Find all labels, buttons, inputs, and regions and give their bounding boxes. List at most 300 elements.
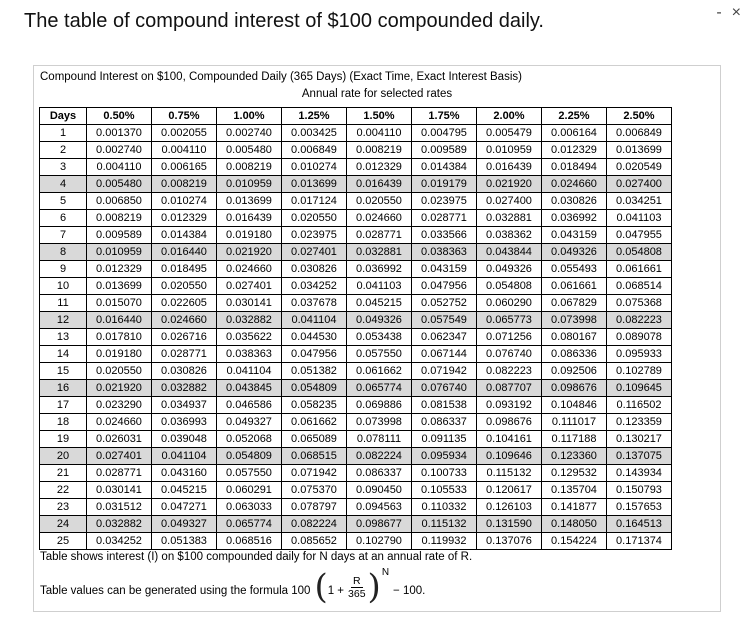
column-header: 1.25%: [282, 108, 347, 125]
interest-cell: 0.021920: [217, 244, 282, 261]
table-row: [40, 261, 672, 278]
interest-cell: 0.043159: [412, 261, 477, 278]
interest-cell: 0.014384: [152, 227, 217, 244]
column-header: 2.00%: [477, 108, 542, 125]
column-header: Days: [40, 108, 87, 125]
column-header: 0.75%: [152, 108, 217, 125]
interest-cell: 0.026716: [152, 329, 217, 346]
interest-cell: 0.081538: [412, 397, 477, 414]
table-row: [40, 363, 672, 380]
interest-cell: 0.024660: [542, 176, 607, 193]
day-cell: 14: [40, 346, 87, 363]
interest-cell: 0.065774: [217, 516, 282, 533]
interest-cell: 0.055493: [542, 261, 607, 278]
interest-cell: 0.024660: [87, 414, 152, 431]
interest-cell: 0.004110: [152, 142, 217, 159]
table-row: [40, 193, 672, 210]
interest-cell: 0.028771: [87, 465, 152, 482]
interest-cell: 0.016440: [152, 244, 217, 261]
interest-cell: 0.016439: [347, 176, 412, 193]
interest-cell: 0.032882: [217, 312, 282, 329]
interest-cell: 0.053438: [347, 329, 412, 346]
interest-cell: 0.068514: [607, 278, 672, 295]
close-icon[interactable]: ×: [731, 4, 741, 21]
day-cell: 3: [40, 159, 87, 176]
interest-cell: 0.041104: [217, 363, 282, 380]
table-row: [40, 516, 672, 533]
interest-cell: 0.171374: [607, 533, 672, 550]
interest-cell: 0.086336: [542, 346, 607, 363]
interest-cell: 0.095934: [412, 448, 477, 465]
interest-cell: 0.010959: [217, 176, 282, 193]
interest-cell: 0.014384: [412, 159, 477, 176]
day-cell: 19: [40, 431, 87, 448]
interest-cell: 0.062347: [412, 329, 477, 346]
interest-cell: 0.031512: [87, 499, 152, 516]
interest-cell: 0.052752: [412, 295, 477, 312]
column-header: 2.25%: [542, 108, 607, 125]
interest-cell: 0.067829: [542, 295, 607, 312]
interest-cell: 0.024660: [152, 312, 217, 329]
table-row: [40, 176, 672, 193]
interest-cell: 0.102789: [607, 363, 672, 380]
interest-cell: 0.028771: [152, 346, 217, 363]
day-cell: 7: [40, 227, 87, 244]
formula-tail: − 100.: [393, 585, 426, 597]
interest-cell: 0.057549: [412, 312, 477, 329]
interest-cell: 0.027401: [217, 278, 282, 295]
interest-cell: 0.154224: [542, 533, 607, 550]
interest-cell: 0.020550: [87, 363, 152, 380]
interest-cell: 0.046586: [217, 397, 282, 414]
interest-cell: 0.087707: [477, 380, 542, 397]
interest-cell: 0.051382: [282, 363, 347, 380]
interest-cell: 0.052068: [217, 431, 282, 448]
day-cell: 22: [40, 482, 87, 499]
window-controls: [716, 4, 741, 22]
interest-cell: 0.039048: [152, 431, 217, 448]
interest-cell: 0.090450: [347, 482, 412, 499]
column-header: 2.50%: [607, 108, 672, 125]
interest-cell: 0.021920: [87, 380, 152, 397]
interest-cell: 0.119932: [412, 533, 477, 550]
interest-cell: 0.008219: [152, 176, 217, 193]
interest-cell: 0.071942: [282, 465, 347, 482]
interest-cell: 0.012329: [347, 159, 412, 176]
interest-cell: 0.123359: [607, 414, 672, 431]
interest-cell: 0.020550: [347, 193, 412, 210]
interest-cell: 0.016439: [217, 210, 282, 227]
table-row: [40, 125, 672, 142]
interest-cell: 0.098676: [477, 414, 542, 431]
table-row: [40, 380, 672, 397]
interest-cell: 0.071942: [412, 363, 477, 380]
interest-cell: 0.045215: [152, 482, 217, 499]
interest-cell: 0.010274: [282, 159, 347, 176]
interest-cell: 0.091135: [412, 431, 477, 448]
day-cell: 5: [40, 193, 87, 210]
interest-cell: 0.063033: [217, 499, 282, 516]
interest-cell: 0.038363: [412, 244, 477, 261]
interest-cell: 0.054809: [282, 380, 347, 397]
day-cell: 8: [40, 244, 87, 261]
day-cell: 4: [40, 176, 87, 193]
interest-cell: 0.032882: [87, 516, 152, 533]
interest-cell: 0.137076: [477, 533, 542, 550]
interest-cell: 0.038362: [477, 227, 542, 244]
interest-cell: 0.024660: [347, 210, 412, 227]
formula-exponent: N: [381, 566, 390, 578]
formula-lead: Table values can be generated using the formula 100: [40, 585, 311, 597]
interest-cell: 0.116502: [607, 397, 672, 414]
interest-cell: 0.069886: [347, 397, 412, 414]
interest-cell: 0.115132: [477, 465, 542, 482]
interest-cell: 0.027401: [87, 448, 152, 465]
interest-cell: 0.009589: [412, 142, 477, 159]
interest-cell: 0.047956: [412, 278, 477, 295]
interest-cell: 0.137075: [607, 448, 672, 465]
interest-cell: 0.043845: [217, 380, 282, 397]
interest-cell: 0.130217: [607, 431, 672, 448]
day-cell: 9: [40, 261, 87, 278]
table-row: [40, 159, 672, 176]
interest-cell: 0.082224: [282, 516, 347, 533]
table-row: [40, 414, 672, 431]
interest-cell: 0.126103: [477, 499, 542, 516]
interest-cell: 0.005480: [217, 142, 282, 159]
interest-cell: 0.001370: [87, 125, 152, 142]
table-row: [40, 346, 672, 363]
table-row: [40, 431, 672, 448]
interest-cell: 0.022605: [152, 295, 217, 312]
interest-cell: 0.089078: [607, 329, 672, 346]
table-row: [40, 465, 672, 482]
interest-cell: 0.102790: [347, 533, 412, 550]
interest-cell: 0.032881: [347, 244, 412, 261]
interest-cell: 0.061662: [282, 414, 347, 431]
table-row: [40, 397, 672, 414]
interest-cell: 0.150793: [607, 482, 672, 499]
interest-cell: 0.054808: [477, 278, 542, 295]
interest-cell: 0.065774: [347, 380, 412, 397]
interest-cell: 0.141877: [542, 499, 607, 516]
day-cell: 24: [40, 516, 87, 533]
interest-cell: 0.032881: [477, 210, 542, 227]
interest-cell: 0.012329: [152, 210, 217, 227]
interest-cell: 0.026031: [87, 431, 152, 448]
interest-cell: 0.036993: [152, 414, 217, 431]
interest-cell: 0.006164: [542, 125, 607, 142]
interest-cell: 0.033566: [412, 227, 477, 244]
interest-cell: 0.047956: [282, 346, 347, 363]
interest-cell: 0.020549: [607, 159, 672, 176]
column-header: 0.50%: [87, 108, 152, 125]
interest-cell: 0.030826: [152, 363, 217, 380]
interest-cell: 0.010959: [477, 142, 542, 159]
interest-cell: 0.019180: [87, 346, 152, 363]
interest-cell: 0.060291: [217, 482, 282, 499]
interest-cell: 0.095933: [607, 346, 672, 363]
right-paren: ): [367, 567, 381, 607]
table-row: [40, 210, 672, 227]
interest-cell: 0.016440: [87, 312, 152, 329]
interest-cell: 0.051383: [152, 533, 217, 550]
interest-cell: 0.111017: [542, 414, 607, 431]
interest-cell: 0.041103: [607, 210, 672, 227]
table-row: [40, 448, 672, 465]
interest-cell: 0.105533: [412, 482, 477, 499]
page-title: The table of compound interest of $100 compounded daily.: [24, 10, 544, 32]
table-row: [40, 533, 672, 550]
interest-cell: 0.041104: [152, 448, 217, 465]
interest-cell: 0.086337: [412, 414, 477, 431]
interest-cell: 0.129532: [542, 465, 607, 482]
interest-cell: 0.061661: [607, 261, 672, 278]
interest-cell: 0.006165: [152, 159, 217, 176]
day-cell: 23: [40, 499, 87, 516]
interest-cell: 0.020550: [282, 210, 347, 227]
interest-cell: 0.010274: [152, 193, 217, 210]
minimize-icon[interactable]: -: [716, 4, 722, 21]
interest-cell: 0.006849: [282, 142, 347, 159]
interest-cell: 0.008219: [347, 142, 412, 159]
interest-cell: 0.028771: [412, 210, 477, 227]
day-cell: 20: [40, 448, 87, 465]
interest-cell: 0.013699: [217, 193, 282, 210]
interest-cell: 0.049326: [347, 312, 412, 329]
interest-cell: 0.104846: [542, 397, 607, 414]
compound-interest-table: [39, 107, 672, 550]
formula-denominator: 365: [348, 587, 366, 600]
formula-one-plus: 1 +: [327, 585, 345, 597]
interest-cell: 0.073998: [347, 414, 412, 431]
formula: [40, 566, 426, 607]
interest-cell: 0.157653: [607, 499, 672, 516]
interest-cell: 0.093192: [477, 397, 542, 414]
interest-cell: 0.041103: [347, 278, 412, 295]
interest-cell: 0.002740: [217, 125, 282, 142]
interest-cell: 0.019180: [217, 227, 282, 244]
interest-cell: 0.034937: [152, 397, 217, 414]
interest-cell: 0.043844: [477, 244, 542, 261]
interest-cell: 0.030826: [542, 193, 607, 210]
interest-cell: 0.034252: [87, 533, 152, 550]
table-row: [40, 244, 672, 261]
interest-cell: 0.094563: [347, 499, 412, 516]
interest-cell: 0.080167: [542, 329, 607, 346]
interest-cell: 0.010959: [87, 244, 152, 261]
interest-cell: 0.057550: [217, 465, 282, 482]
day-cell: 11: [40, 295, 87, 312]
interest-cell: 0.104161: [477, 431, 542, 448]
interest-cell: 0.027401: [282, 244, 347, 261]
interest-cell: 0.068516: [217, 533, 282, 550]
interest-cell: 0.057550: [347, 346, 412, 363]
interest-cell: 0.004110: [347, 125, 412, 142]
day-cell: 18: [40, 414, 87, 431]
interest-cell: 0.013699: [87, 278, 152, 295]
interest-cell: 0.023290: [87, 397, 152, 414]
interest-cell: 0.043160: [152, 465, 217, 482]
column-header: 1.75%: [412, 108, 477, 125]
interest-cell: 0.004110: [87, 159, 152, 176]
interest-cell: 0.164513: [607, 516, 672, 533]
interest-cell: 0.027400: [607, 176, 672, 193]
interest-cell: 0.036992: [347, 261, 412, 278]
interest-cell: 0.005480: [87, 176, 152, 193]
interest-cell: 0.120617: [477, 482, 542, 499]
day-cell: 13: [40, 329, 87, 346]
day-cell: 21: [40, 465, 87, 482]
interest-cell: 0.148050: [542, 516, 607, 533]
left-paren: (: [314, 567, 328, 607]
interest-cell: 0.085652: [282, 533, 347, 550]
interest-cell: 0.047955: [607, 227, 672, 244]
interest-cell: 0.003425: [282, 125, 347, 142]
interest-cell: 0.082223: [477, 363, 542, 380]
interest-cell: 0.027400: [477, 193, 542, 210]
interest-cell: 0.020550: [152, 278, 217, 295]
interest-cell: 0.030141: [217, 295, 282, 312]
interest-cell: 0.086337: [347, 465, 412, 482]
interest-cell: 0.030826: [282, 261, 347, 278]
interest-cell: 0.109646: [477, 448, 542, 465]
day-cell: 17: [40, 397, 87, 414]
interest-cell: 0.041104: [282, 312, 347, 329]
day-cell: 16: [40, 380, 87, 397]
interest-cell: 0.065773: [477, 312, 542, 329]
formula-numerator: R: [352, 574, 361, 587]
interest-cell: 0.047271: [152, 499, 217, 516]
table-row: [40, 295, 672, 312]
interest-cell: 0.006849: [607, 125, 672, 142]
interest-cell: 0.006850: [87, 193, 152, 210]
interest-cell: 0.075370: [282, 482, 347, 499]
interest-cell: 0.012329: [542, 142, 607, 159]
interest-cell: 0.036992: [542, 210, 607, 227]
day-cell: 25: [40, 533, 87, 550]
interest-cell: 0.004795: [412, 125, 477, 142]
interest-cell: 0.037678: [282, 295, 347, 312]
interest-cell: 0.017810: [87, 329, 152, 346]
interest-cell: 0.082224: [347, 448, 412, 465]
interest-cell: 0.017124: [282, 193, 347, 210]
interest-cell: 0.043159: [542, 227, 607, 244]
interest-cell: 0.110332: [412, 499, 477, 516]
interest-cell: 0.131590: [477, 516, 542, 533]
interest-cell: 0.012329: [87, 261, 152, 278]
day-cell: 15: [40, 363, 87, 380]
table-row: [40, 482, 672, 499]
column-header: 1.00%: [217, 108, 282, 125]
formula-fraction: [348, 575, 366, 600]
day-cell: 2: [40, 142, 87, 159]
interest-cell: 0.035622: [217, 329, 282, 346]
interest-cell: 0.013699: [607, 142, 672, 159]
interest-cell: 0.109645: [607, 380, 672, 397]
interest-cell: 0.100733: [412, 465, 477, 482]
interest-cell: 0.054809: [217, 448, 282, 465]
table-header-row: [40, 108, 672, 125]
interest-cell: 0.076740: [477, 346, 542, 363]
table-row: [40, 142, 672, 159]
interest-cell: 0.123360: [542, 448, 607, 465]
table-subcaption: Annual rate for selected rates: [301, 88, 453, 100]
interest-cell: 0.049326: [542, 244, 607, 261]
interest-cell: 0.034252: [282, 278, 347, 295]
interest-cell: 0.061661: [542, 278, 607, 295]
interest-cell: 0.143934: [607, 465, 672, 482]
interest-cell: 0.028771: [347, 227, 412, 244]
interest-cell: 0.018495: [152, 261, 217, 278]
day-cell: 10: [40, 278, 87, 295]
table-footnote: Table shows interest (I) on $100 compounded daily for N days at an annual rate of R.: [40, 551, 473, 563]
interest-cell: 0.023975: [282, 227, 347, 244]
interest-cell: 0.073998: [542, 312, 607, 329]
interest-cell: 0.002055: [152, 125, 217, 142]
interest-cell: 0.024660: [217, 261, 282, 278]
day-cell: 6: [40, 210, 87, 227]
interest-cell: 0.098676: [542, 380, 607, 397]
table-row: [40, 278, 672, 295]
interest-cell: 0.078111: [347, 431, 412, 448]
table-row: [40, 499, 672, 516]
interest-cell: 0.058235: [282, 397, 347, 414]
interest-cell: 0.076740: [412, 380, 477, 397]
table-caption: Compound Interest on $100, Compounded Daily (365 Days) (Exact Time, Exact Interest Basis): [40, 71, 522, 83]
interest-cell: 0.019179: [412, 176, 477, 193]
column-header: 1.50%: [347, 108, 412, 125]
interest-cell: 0.013699: [282, 176, 347, 193]
interest-cell: 0.049327: [152, 516, 217, 533]
interest-cell: 0.030141: [87, 482, 152, 499]
interest-cell: 0.075368: [607, 295, 672, 312]
interest-cell: 0.092506: [542, 363, 607, 380]
interest-cell: 0.061662: [347, 363, 412, 380]
interest-cell: 0.038363: [217, 346, 282, 363]
interest-cell: 0.023975: [412, 193, 477, 210]
interest-cell: 0.008219: [217, 159, 282, 176]
interest-cell: 0.049326: [477, 261, 542, 278]
interest-cell: 0.117188: [542, 431, 607, 448]
interest-cell: 0.018494: [542, 159, 607, 176]
interest-cell: 0.016439: [477, 159, 542, 176]
table-panel: [33, 65, 721, 612]
day-cell: 1: [40, 125, 87, 142]
interest-cell: 0.008219: [87, 210, 152, 227]
interest-cell: 0.034251: [607, 193, 672, 210]
interest-cell: 0.045215: [347, 295, 412, 312]
interest-cell: 0.060290: [477, 295, 542, 312]
interest-cell: 0.135704: [542, 482, 607, 499]
interest-cell: 0.032882: [152, 380, 217, 397]
interest-cell: 0.067144: [412, 346, 477, 363]
interest-cell: 0.065089: [282, 431, 347, 448]
day-cell: 12: [40, 312, 87, 329]
table-row: [40, 312, 672, 329]
table-row: [40, 227, 672, 244]
interest-cell: 0.098677: [347, 516, 412, 533]
interest-cell: 0.078797: [282, 499, 347, 516]
interest-cell: 0.005479: [477, 125, 542, 142]
table-row: [40, 329, 672, 346]
interest-cell: 0.002740: [87, 142, 152, 159]
interest-cell: 0.044530: [282, 329, 347, 346]
interest-cell: 0.021920: [477, 176, 542, 193]
interest-cell: 0.049327: [217, 414, 282, 431]
interest-cell: 0.009589: [87, 227, 152, 244]
interest-cell: 0.071256: [477, 329, 542, 346]
